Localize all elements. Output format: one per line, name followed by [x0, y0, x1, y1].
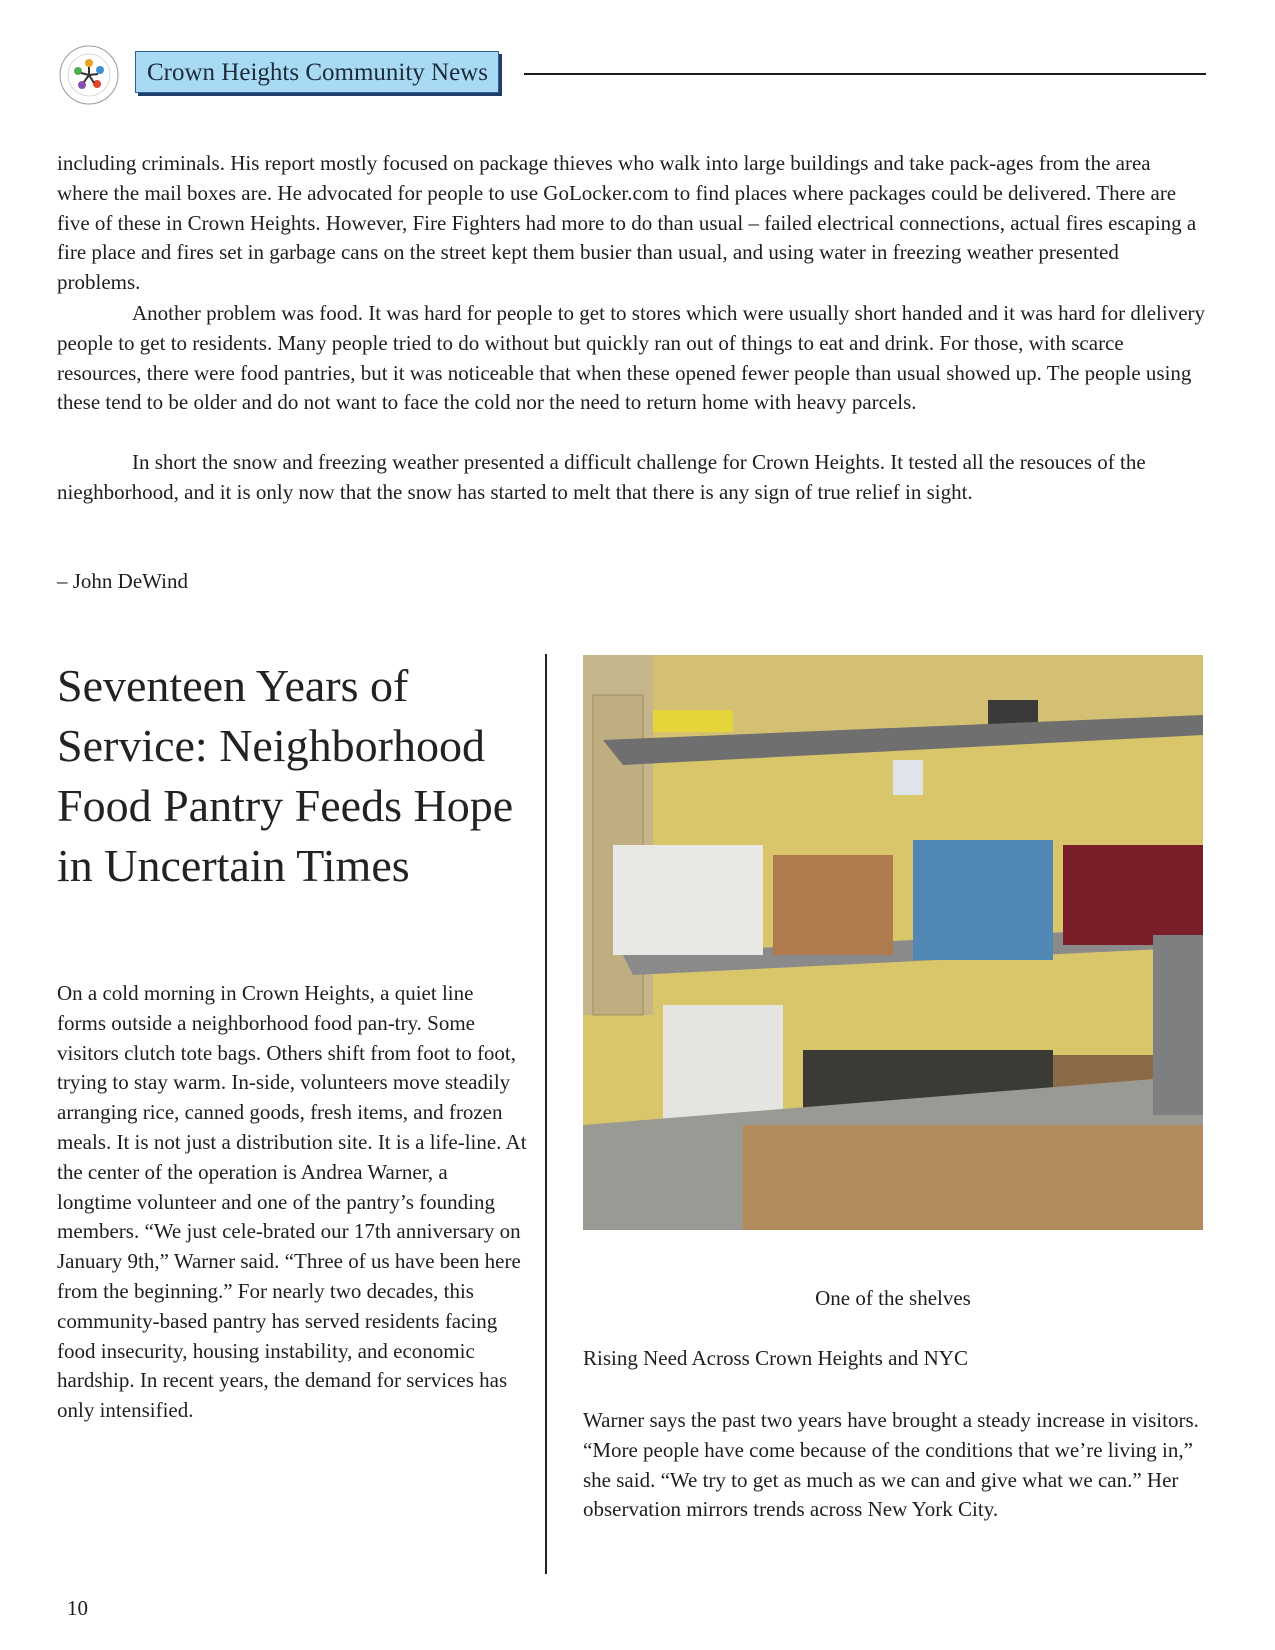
- photo-caption: One of the shelves: [815, 1286, 971, 1310]
- page-header: [58, 44, 1206, 102]
- shelves-illustration: [583, 655, 1203, 1230]
- article-paragraph: [57, 299, 1207, 418]
- author-signature: – John DeWind: [57, 569, 188, 593]
- section-subhead: Rising Need Across Crown Heights and NYC: [583, 1346, 968, 1370]
- pantry-shelves-photo: [583, 655, 1203, 1230]
- article-body-continued: Warner says the past two years have brought a steady increase in visitors. “More people have come because of the conditions that we’re living in,” she said. “We try to get as much as we can and give what we can.” Her observation mirrors trends across New York City.: [583, 1408, 1199, 1522]
- column-divider: [545, 654, 547, 1574]
- publication-title: Crown Heights Community News: [135, 51, 499, 93]
- article-paragraph: [57, 448, 1207, 508]
- page-number: 10: [67, 1596, 88, 1620]
- paragraph-text: Another problem was food. It was hard for people to get to stores which were usually short handed and it was hard for dlelivery people to get to residents. Many people tried to do without but quickly ran out of things to eat and drink. For those, with scarce resources, there were food pantries, but it was noticeable that when these opened fewer people than usual showed up. The people using these tend to be older and do not want to face the cold nor the need to return home with heavy parcels.: [57, 301, 1206, 415]
- article-body: On a cold morning in Crown Heights, a quiet line forms outside a neighborhood food pan-try. Some visitors clutch tote bags. Others shift from foot to foot, trying to stay warm. In-side, volunteers move steadily arranging rice, canned goods, fresh items, and frozen meals. It is not just a distribution site. It is a life-line. At the center of the operation is Andrea Warner, a longtime volunteer and one of the pantry’s founding members. “We just cele-brated our 17th anniversary on January 9th,” Warner said. “Three of us have been here from the beginning.” For nearly two decades, this community-based pantry has served residents facing food insecurity, housing instability, and economic hardship. In recent years, the demand for services has only intensified.: [57, 981, 527, 1423]
- header-divider: [524, 73, 1206, 75]
- article-paragraph: including criminals. His report mostly focused on package thieves who walk into large buildings and take pack-ages from the area where the mail boxes are. He advocated for people to use GoLocker.com to find places where packages could be delivered. There are five of these in Crown Heights. However, Fire Fighters had more to do than usual – failed electrical connections, actual fires escaping a fire place and fires set in garbage cans on the street kept them busier than usual, and using water in freezing weather presented problems.: [57, 151, 1197, 295]
- paragraph-text: In short the snow and freezing weather presented a difficult challenge for Crown Heights. It tested all the resouces of the nieghborhood, and it is only now that the snow has started to melt that there is any sign of true relief in sight.: [57, 450, 1146, 504]
- article-headline: Seventeen Years of Service: Neighborhood Food Pantry Feeds Hope in Uncertain Times: [57, 660, 514, 891]
- community-organization-logo-icon: [58, 44, 120, 106]
